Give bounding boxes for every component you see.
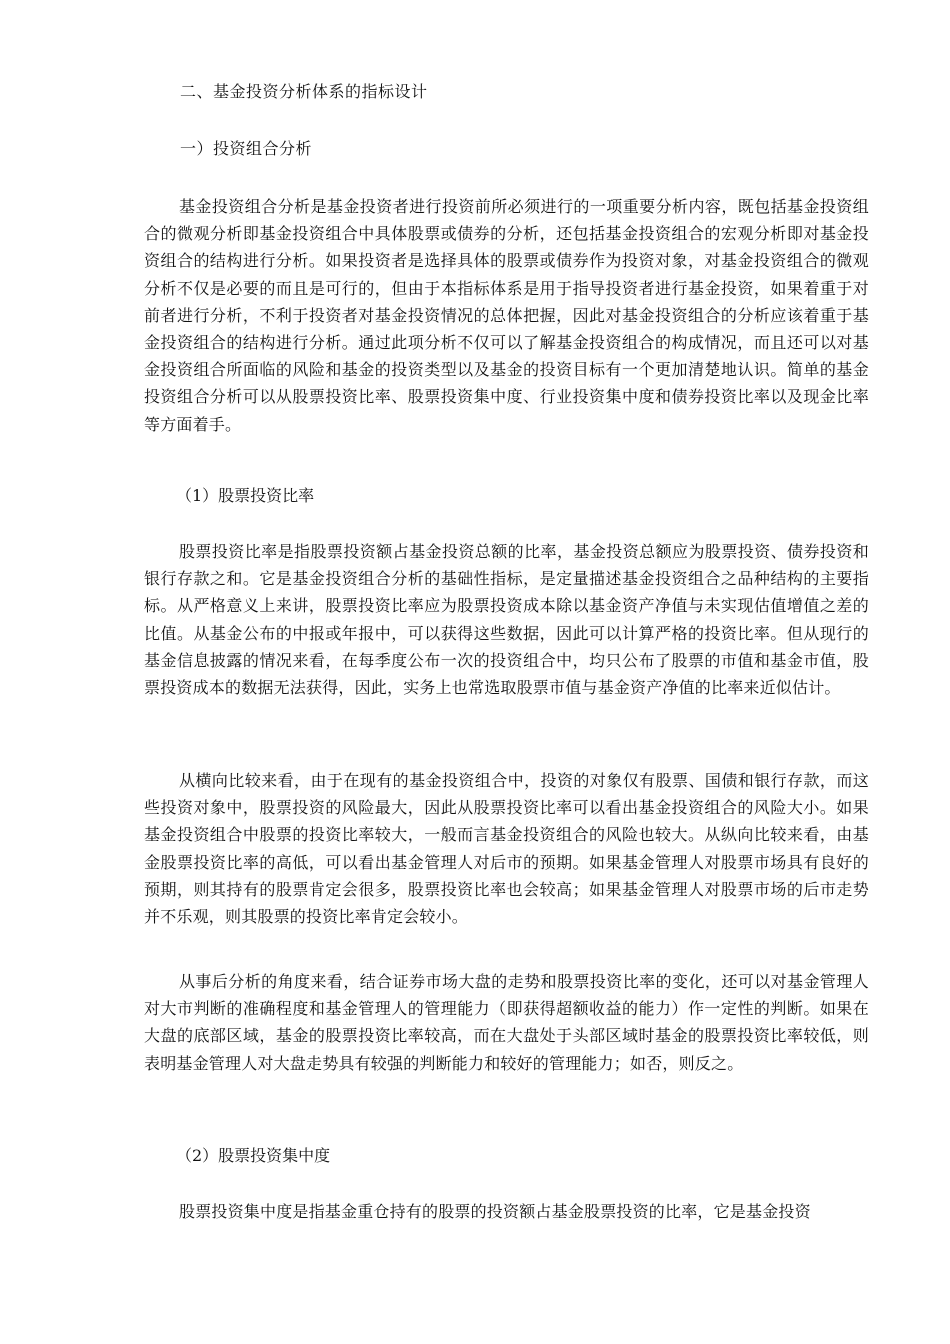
item-heading-stock-concentration: （2）股票投资集中度	[176, 1146, 331, 1165]
paragraph-intro: 基金投资组合分析是基金投资者进行投资前所必须进行的一项重要分析内容，既包括基金投资组合的微观分析即基金投资组合中具体股票或债券的分析，还包括基金投资组合的宏观分析即对基金投资组合的结构进行分析。如果投资者是选择具体的股票或债券作为投资对象，对基金投资组合的微观分析不仅是必要的而且是可行的，但由于本指标体系是用于指导投资者进行基金投资，如果着重于对前者进行分析，不利于投资者对基金投资情况的总体把握，因此对基金投资组合的分析应该着重于基金投资组合的结构进行分析。通过此项分析不仅可以了解基金投资组合的构成情况，而且还可以对基金投资组合所面临的风险和基金的投资类型以及基金的投资目标有一个更加清楚地认识。简单的基金投资组合分析可以从股票投资比率、股票投资集中度、行业投资集中度和债券投资比率以及现金比率等方面着手。	[144, 197, 869, 434]
paragraph-concentration-definition: 股票投资集中度是指基金重仓持有的股票的投资额占基金股票投资的比率，它是基金投资	[179, 1202, 811, 1221]
paragraph-ratio-definition: 股票投资比率是指股票投资额占基金投资总额的比率，基金投资总额应为股票投资、债券投资和银行存款之和。它是基金投资组合分析的基础性指标，是定量描述基金投资组合之品种结构的主要指标。从严格意义上来讲，股票投资比率应为股票投资成本除以基金资产净值与未实现估值增值之差的比值。从基金公布的中报或年报中，可以获得这些数据，因此可以计算严格的投资比率。但从现行的基金信息披露的情况来看，在每季度公布一次的投资组合中，均只公布了股票的市值和基金市值，股票投资成本的数据无法获得，因此，实务上也常选取股票市值与基金资产净值的比率来近似估计。	[144, 542, 869, 698]
section-title: 二、基金投资分析体系的指标设计	[180, 82, 428, 101]
item-heading-stock-ratio: （1）股票投资比率	[176, 486, 315, 505]
paragraph-ratio-expost: 从事后分析的角度来看，结合证券市场大盘的走势和股票投资比率的变化，还可以对基金管理人对大市判断的准确程度和基金管理人的管理能力（即获得超额收益的能力）作一定性的判断。如果在大盘的底部区域，基金的股票投资比率较高，而在大盘处于头部区域时基金的股票投资比率较低，则表明基金管理人对大盘走势具有较强的判断能力和较好的管理能力；如否，则反之。	[144, 972, 869, 1073]
paragraph-ratio-comparison: 从横向比较来看，由于在现有的基金投资组合中，投资的对象仅有股票、国债和银行存款，而这些投资对象中，股票投资的风险最大，因此从股票投资比率可以看出基金投资组合的风险大小。如果基金投资组合中股票的投资比率较大，一般而言基金投资组合的风险也较大。从纵向比较来看，由基金股票投资比率的高低，可以看出基金管理人对后市的预期。如果基金管理人对股票市场具有良好的预期，则其持有的股票肯定会很多，股票投资比率也会较高；如果基金管理人对股票市场的后市走势并不乐观，则其股票的投资比率肯定会较小。	[144, 771, 869, 927]
subsection-title: 一）投资组合分析	[180, 139, 313, 158]
